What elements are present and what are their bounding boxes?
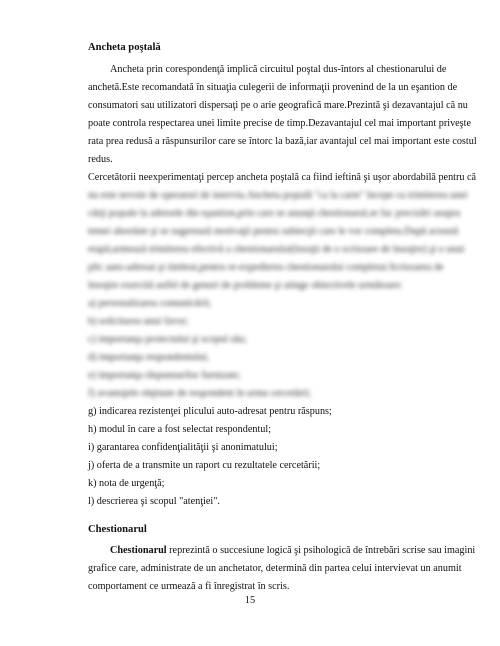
list-item: k) nota de urgenţă; [88, 478, 165, 489]
paragraph-line: anchetă.Este recomandată în situaţia culegerii de informaţii provenind de la un eşantion de [88, 82, 458, 93]
paragraph-line: poate controla respectarea unei limite precise de timp.Dezavantajul cel mai important priveşte [88, 118, 472, 129]
section-heading-chestionarul: Chestionarul [88, 524, 147, 535]
blurred-list-item: a) personalizarea comunicării; [88, 298, 212, 309]
blurred-line: cărţi poştale la adresele din eşantion,prin care se anunţă chestionarul,se fac precizări asupra [88, 208, 461, 219]
page-number: 15 [244, 595, 256, 606]
paragraph-line: grafice care, administrate de un anchetator, determină din partea celui intervievat un anumit [88, 563, 462, 574]
paragraph-line: Ancheta prin corespondenţă implică circuitul poştal dus-întors al chestionarului de [110, 64, 447, 75]
paragraph-line [110, 544, 476, 557]
blurred-list-item: f) avantajele obţinute de respondent în urma cercetării; [88, 388, 312, 399]
blurred-list-item: e) importanţa răspunsurilor furnizate; [88, 370, 241, 381]
paragraph-line: comportament ce urmează a fi înregistrat în scris. [88, 581, 290, 592]
list-item: l) descrierea şi scopul "atenţiei". [88, 496, 220, 507]
section-heading-ancheta-postala: Ancheta poştală [88, 42, 161, 53]
paragraph-line: rata prea redusă a răspunsurilor care se întorc la bază,iar avantajul cel mai important este costul [88, 136, 477, 147]
blurred-line: plic auto-adresat şi timbrat,pentru re-expedierea chestionarului completat.Scrisoarea de [88, 262, 444, 273]
list-item: i) garantarea confidenţialităţii şi anonimatului; [88, 442, 278, 453]
blurred-list-item: c) importanţa proiectului şi scopul său; [88, 334, 247, 345]
list-item: h) modul în care a fost selectat respondentul; [88, 424, 272, 435]
paragraph-line: Cercetătorii neexperimentaţi percep ancheta poştală ca fiind ieftină şi uşor abordabilă pentru că [88, 172, 477, 183]
blurred-line: însoţire exercită astfel de genuri de probleme şi atinge obiectivele următoare: [88, 280, 403, 291]
list-item: g) indicarea rezistenţei plicului auto-adresat pentru răspuns; [88, 406, 332, 417]
blurred-line: temei abordate şi se sugerează motivaţii pentru subiecţii care le vor completa.După această [88, 226, 459, 237]
bold-term: Chestionarul [110, 545, 167, 556]
blurred-line: nu este nevoie de operatori de interviu.Ancheta poştală "ca la carte" începe cu trimiterea unei [88, 190, 468, 201]
paragraph-line: consumatori sau utilizatori dispersaţi pe o arie geografică mare.Prezintă şi dezavantajul că nu [88, 100, 468, 111]
paragraph-text: reprezintă o succesiune logică şi psihologică de întrebări scrise sau imagini [166, 545, 476, 556]
blurred-list-item: b) solicitarea unui favor; [88, 316, 189, 327]
list-item: j) oferta de a transmite un raport cu rezultatele cercetării; [88, 460, 321, 471]
blurred-line: etapă,urmează trimiterea efectivă a chestionarului(însoţit de o scrisoare de însoţire) şi o unui [88, 244, 465, 255]
blurred-list-item: d) importanţa respondentului; [88, 352, 210, 363]
paragraph-line: redus. [88, 154, 113, 165]
